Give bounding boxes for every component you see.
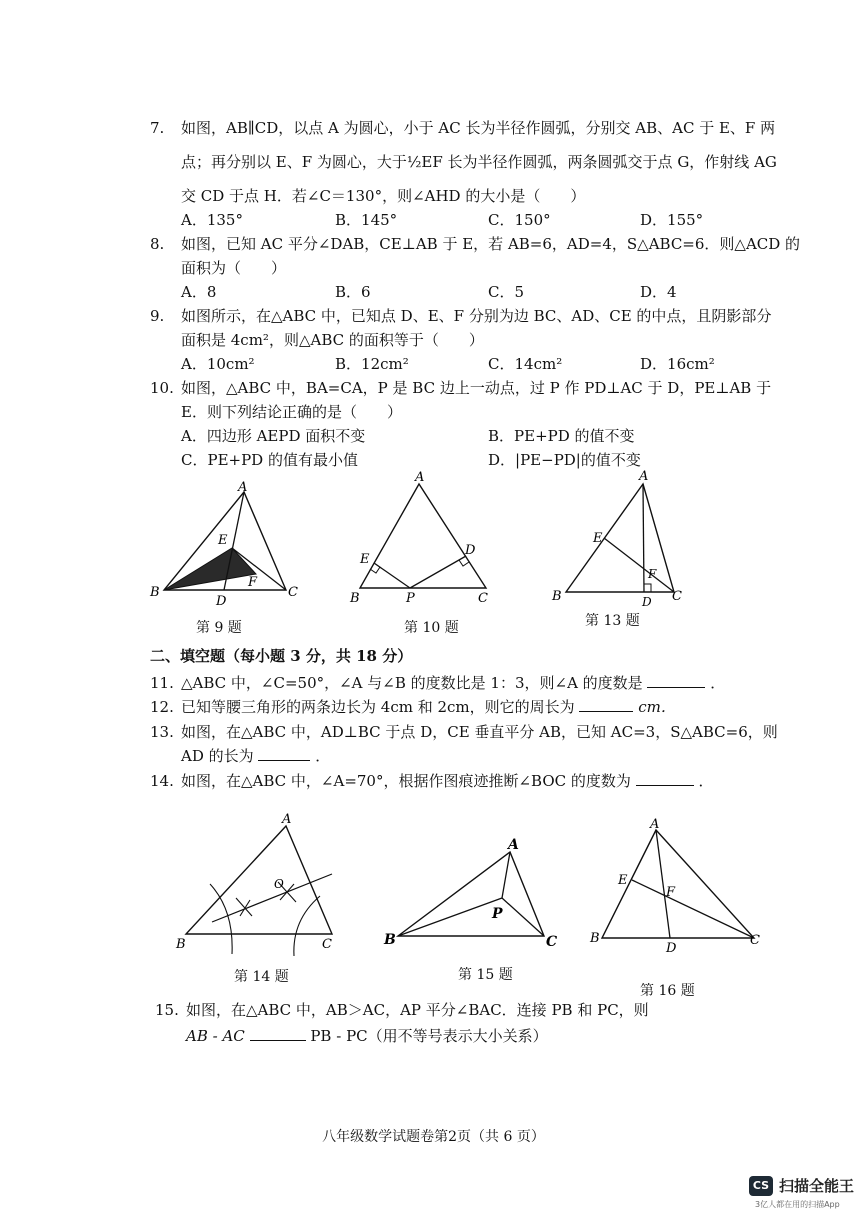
q12-text: 已知等腰三角形的两条边长为 4cm 和 2cm，则它的周长为: [181, 698, 575, 716]
fig10-line-pd: [410, 556, 466, 588]
fig10-label-e: E: [360, 552, 370, 567]
q9-number: 9.: [150, 307, 165, 325]
q8-line2: 面积为（ ）: [181, 259, 287, 277]
q9-option-b: B．12cm²: [335, 355, 409, 373]
figure-10: [346, 466, 496, 608]
q8-option-d: D．4: [640, 283, 677, 301]
q14-end: ．: [698, 772, 714, 790]
fig14-label-b: B: [176, 937, 186, 952]
figure-15: [380, 832, 565, 952]
fig13-triangle-abc: [566, 484, 674, 592]
q9-option-a: A．10cm²: [181, 355, 255, 373]
q13-answer-blank[interactable]: [258, 746, 310, 761]
fig9-label-c: C: [288, 585, 298, 600]
fig16-label-a: A: [650, 817, 660, 832]
fig13-label-c: C: [672, 589, 682, 604]
q14-answer-blank[interactable]: [636, 771, 694, 786]
fig16-line-ad: [656, 830, 670, 938]
fig13-label-d: D: [642, 595, 652, 609]
q15-row2: [186, 1026, 548, 1046]
fig15-label-c: C: [546, 934, 558, 950]
fig13-label-b: B: [552, 589, 562, 604]
fig15-line-pc: [502, 898, 544, 936]
q8-option-a: A．8: [181, 283, 217, 301]
q15-answer-blank[interactable]: [250, 1026, 306, 1041]
fig9-label-a: A: [238, 480, 248, 495]
scanner-app-tagline: 3亿人都在用的扫描App: [755, 1200, 840, 1209]
q10-option-c: C．PE+PD 的值有最小值: [181, 451, 358, 469]
q13-number: 13.: [150, 723, 174, 741]
q12-unit: cm．: [638, 698, 676, 716]
fig9-label-d: D: [216, 594, 227, 609]
fig13-label-f: F: [648, 567, 657, 581]
q10-option-a: A．四边形 AEPD 面积不变: [181, 427, 366, 445]
fig16-line-ce: [632, 880, 754, 938]
scanner-logo-icon: CS: [749, 1176, 773, 1196]
fig14-triangle-abc: [186, 826, 332, 934]
figure-13: [548, 466, 698, 612]
fig9-caption: 第 9 题: [196, 620, 242, 636]
fig10-label-p: P: [406, 591, 415, 606]
fig10-label-c: C: [478, 591, 488, 606]
fig9-shaded-region: [164, 548, 256, 590]
fig9-label-f: F: [248, 575, 258, 590]
fig14-arc-right: [294, 896, 320, 956]
fig10-label-d: D: [465, 543, 476, 558]
q9-option-d: D．16cm²: [640, 355, 715, 373]
fig15-label-p: P: [492, 906, 503, 922]
figure-9: [148, 478, 308, 610]
fig10-right-angle-d: [459, 560, 469, 566]
fig13-right-angle-d: [644, 584, 651, 592]
fig16-label-d: D: [666, 941, 677, 956]
q12-answer-blank[interactable]: [579, 697, 633, 712]
fig15-triangle-abc: [398, 852, 544, 936]
q9-line2: 面积是 4cm²，则△ABC 的面积等于（ ）: [181, 331, 484, 349]
q10-number: 10.: [150, 379, 174, 397]
section2-title: 二、填空题（每小题 3 分，共 18 分）: [150, 647, 413, 665]
figure-14: [172, 808, 352, 958]
fig16-label-f: F: [666, 885, 676, 900]
q15-line2a: AB - AC: [186, 1027, 245, 1045]
q15-line2b: PB - PC（用不等号表示大小关系）: [310, 1027, 548, 1045]
q12-row: [181, 697, 676, 717]
q8-option-c: C．5: [488, 283, 525, 301]
q8-number: 8.: [150, 235, 165, 253]
fig15-label-b: B: [384, 932, 396, 948]
q14-number: 14.: [150, 772, 174, 790]
fig14-bisector-ray: [212, 874, 332, 922]
q14-row: [181, 771, 713, 791]
q7-option-a: A．135°: [181, 211, 243, 229]
scanner-app-name: 扫描全能王: [779, 1177, 855, 1195]
q10-line2: E．则下列结论正确的是（ ）: [181, 403, 402, 421]
fig15-label-a: A: [508, 837, 519, 853]
fig10-label-a: A: [415, 470, 425, 485]
q11-answer-blank[interactable]: [647, 673, 705, 688]
q14-text: 如图，在△ABC 中，∠A=70°，根据作图痕迹推断∠BOC 的度数为: [181, 772, 631, 790]
q8-option-b: B．6: [335, 283, 371, 301]
q13-row2: [181, 746, 330, 766]
q11-end: ．: [710, 674, 726, 692]
fig9-label-e: E: [218, 533, 228, 548]
fig9-label-b: B: [150, 585, 160, 600]
q7-line3: 交 CD 于点 H．若∠C＝130°，则∠AHD 的大小是（ ）: [181, 187, 586, 205]
fig14-label-o: O: [274, 877, 284, 891]
q10-option-d: D．|PE−PD|的值不变: [488, 451, 641, 469]
q7-line1: 如图，AB∥CD，以点 A 为圆心，小于 AC 长为半径作圆弧，分别交 AB、AC 于 E、F 两: [181, 119, 776, 137]
q12-number: 12.: [150, 698, 174, 716]
q13-line1: 如图，在△ABC 中，AD⊥BC 于点 D，CE 垂直平分 AB，已知 AC=3，S△ABC=6，则: [181, 723, 778, 741]
q15-number: 15.: [155, 1001, 179, 1019]
fig13-line-ce: [604, 538, 674, 592]
q11-text: △ABC 中，∠C=50°，∠A 与∠B 的度数比是 1：3，则∠A 的度数是: [181, 674, 643, 692]
q15-line1: 如图，在△ABC 中，AB＞AC，AP 平分∠BAC．连接 PB 和 PC，则: [186, 1001, 649, 1019]
q13-end: ．: [315, 747, 331, 765]
page-footer: 八年级数学试题卷第2页（共 6 页）: [322, 1129, 545, 1145]
fig15-line-pb: [398, 898, 502, 936]
q7-number: 7.: [150, 119, 165, 137]
figure-16: [586, 814, 766, 964]
fig13-line-ad: [643, 484, 644, 592]
fig13-caption: 第 13 题: [585, 613, 640, 629]
q10-line1: 如图，△ABC 中，BA=CA，P 是 BC 边上一动点，过 P 作 PD⊥AC 于 D，PE⊥AB 于: [181, 379, 772, 397]
fig10-line-pe: [374, 563, 410, 588]
fig15-line-ap: [502, 852, 510, 898]
fig16-caption: 第 16 题: [640, 983, 695, 999]
fig16-label-c: C: [750, 933, 760, 948]
q13-line2: AD 的长为: [181, 747, 254, 765]
q10-option-b: B．PE+PD 的值不变: [488, 427, 635, 445]
fig15-caption: 第 15 题: [458, 967, 513, 983]
fig16-label-b: B: [590, 931, 600, 946]
q11-number: 11.: [150, 674, 174, 692]
fig13-label-e: E: [593, 531, 603, 546]
q8-line1: 如图，已知 AC 平分∠DAB，CE⊥AB 于 E，若 AB=6，AD=4，S△ABC=6．则△ACD 的: [181, 235, 801, 253]
q7-line2: 点；再分别以 E、F 为圆心，大于½EF 长为半径作圆弧，两条圆弧交于点 G，作射线 AG: [181, 153, 777, 171]
fig10-label-b: B: [350, 591, 360, 606]
q9-option-c: C．14cm²: [488, 355, 563, 373]
fig14-label-a: A: [282, 812, 292, 827]
fig14-label-c: C: [322, 937, 332, 952]
fig10-caption: 第 10 题: [404, 620, 459, 636]
fig10-triangle-abc: [360, 484, 486, 588]
q7-option-b: B．145°: [335, 211, 398, 229]
fig16-label-e: E: [618, 873, 628, 888]
fig13-label-a: A: [639, 469, 649, 484]
q7-option-c: C．150°: [488, 211, 551, 229]
fig14-caption: 第 14 题: [234, 969, 289, 985]
q9-line1: 如图所示，在△ABC 中，已知点 D、E、F 分别为边 BC、AD、CE 的中点，且阴影部分: [181, 307, 772, 325]
q7-option-d: D．155°: [640, 211, 704, 229]
q11-row: [181, 673, 725, 693]
